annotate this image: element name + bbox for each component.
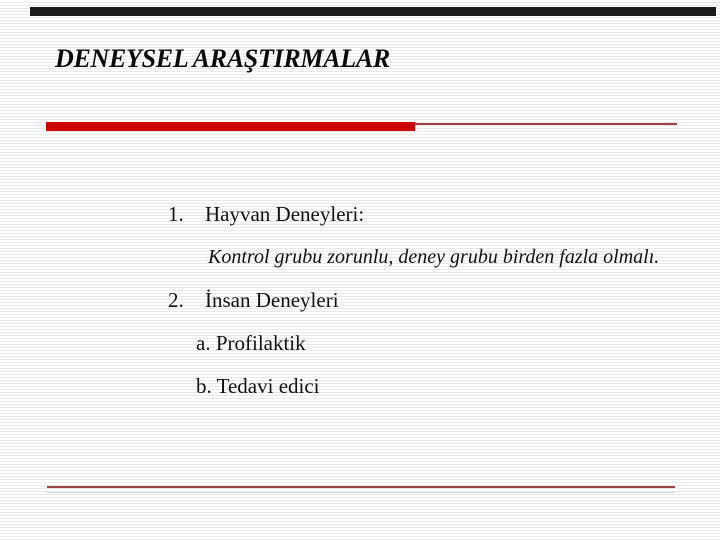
- list-item-1-note: Kontrol grubu zorunlu, deney grubu birden fazla olmalı.: [208, 246, 660, 268]
- bottom-rule-shadow: [47, 492, 675, 493]
- title-rule-thin: [415, 123, 677, 125]
- slide-title: DENEYSEL ARAŞTIRMALAR: [55, 44, 390, 73]
- list-item-1-label: Hayvan Deneyleri:: [205, 202, 365, 226]
- bottom-rule: [47, 486, 675, 488]
- list-item-2: [168, 279, 688, 322]
- top-bar: [30, 7, 716, 16]
- list-item-2-sub-a: a. Profilaktik: [196, 331, 306, 355]
- list-item-2-sub-b: b. Tedavi edici: [196, 374, 320, 398]
- body-list: [168, 193, 688, 408]
- list-item-2-number: 2.: [168, 288, 184, 312]
- list-item-2-label: İnsan Deneyleri: [205, 288, 339, 312]
- list-item-1-number: 1.: [168, 202, 184, 226]
- title-rule-thick: [46, 122, 415, 131]
- list-item-1: [168, 193, 688, 236]
